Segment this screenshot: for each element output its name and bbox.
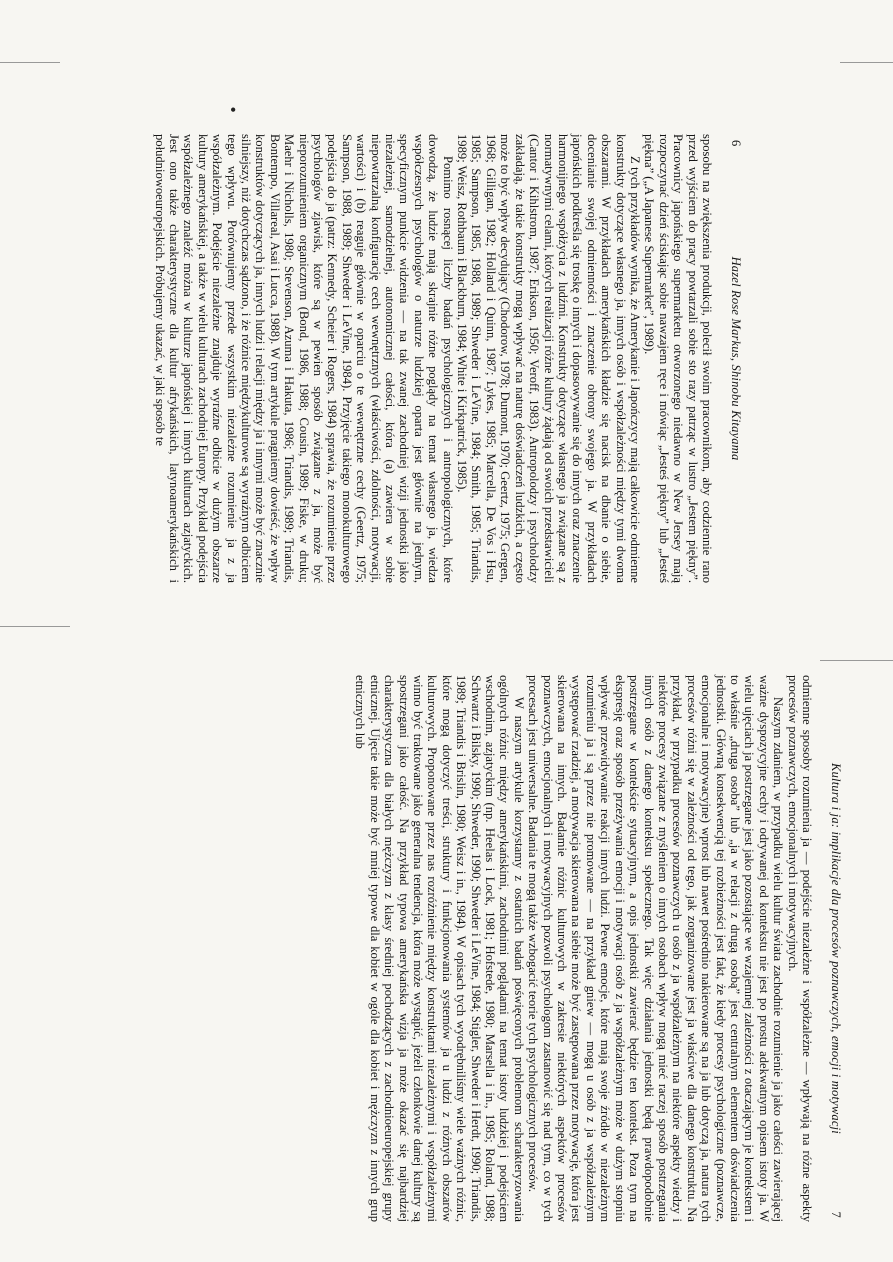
paragraph: Naszym zdaniem, w przypadku wielu kultur świata zachodnie rozumienie ja jako całości zawierającej ważne dyspozycyjne cechy i odrywanej od kontekstu nie jest po prostu adekwatnym opisem istoty ja. W wielu ujęciach ja postrzegane jest jako pozostające we wzajemnej zależności z otaczającym je kontekstem i to właśnie „druga osoba” lub „ja w relacji z drugą osobą” jest centralnym elementem doświadczenia jednostki. Główną konsekwencją tej rozbieżności jest fakt, że kiedy procesy psychologiczne (poznawcze, emocjonalne i motywacyjne) wprost lub nawet pośrednio nakierowane są na ja lub dotyczą ja, natura tych procesów różni się w zależności od tego, jak zorganizowane jest ja właściwe dla danego konstruktu. Na przykład, w przypadku procesów poznawczych u osób z ja współzależnym na niektóre aspekty wiedzy i niektóre procesy związane z myśleniem o innych osobach wpływ mogą mieć raczej sposób postrzegania innych osób z danego kontekstu społecznego. Tak więc działania jednostki będą prawdopodobnie postrzegane w kontekście sytuacyjnym, a opis jednostki zawierać będzie ten kontekst. Poza tym na ekspresję oraz sposób przeżywania emocji i motywacji osób z ja współzależnym może w dużym stopniu wpływać przewidywanie reakcji innych ludzi. Pewne emocje, które mają swoje źródło w niezależnym rozumieniu ja i są przez nie promowane — na przykład gniew — mogą u osób z ja współzależnym występować rzadziej, a motywacja skierowana na siebie może być zastępowana przez motywację, która jest skierowana na innych. Badamie różnic kulturowych w zakresie niektórych aspektów procesów poznawczych, emocjonalnych i motywacyjnych pozwoli psychologom zastanowić się nad tym, co w tych procesach jest uniwersalne. Badania te mogą także wzbogacić teorie tych psychologicznych procesów. xyxy=(526,675,786,1222)
paragraph: Pomimo rosnącej liczby badań psychologicznych i antropologicznych, które dowodzą, że ludzie mają skrajnie różne poglądy na temat własnego ja, wiedza współczesnych psychologów o naturze ludzkiej oparta jest głównie na jednym, specyficznym punkcie widzenia — na tak zwanej zachodniej wizji jednostki jako niezależnej, samodzielnej, autonomicznej całości, która (a) zawiera w sobie niepowtarzalną konfigurację cech wewnętrznych (właściwości, zdolności, motywacji, wartości) i (b) reaguje głównie w oparciu o te wewnętrzne cechy (Geertz, 1975; Sampson, 1988, 1989; Shweder i LeVine, 1984). Przyjęcie takiego monokulturowego podejścia do ja (patrz: Kennedy, Scheier i Rogers, 1984) sprawia, że rozumienie przez psychologów zjawisk, które są w pewien sposób związane z ja, może być nieporozumieniem organicznym (Bond, 1986, 1988; Cousin, 1989; Fiske, w druku; Maehr i Nicholls, 1980; Stevenson, Azuma i Hakuta, 1986; Triandis, 1989; Triandis, Bontempo, Villareal, Asai i Lucca, 1988). W tym artykule pragniemy dowieść, że wpływ konstruktów dotyczących ja, innych ludzi i relacji między ja i innymi może być znacznie silniejszy, niż dotychczas sądzono, i że różnice międzykulturowe są wyraźnym odbiciem tego wpływu. Porównujemy przede wszystkim niezależne rozumienie ja z ja współzależnym. Podejście niezależne znajduje wyraźne odbicie w dużym obszarze kultury amerykańskiej, a także w wielu kulturach zachodniej Europy. Przykład podejścia współzależnego znaleźć można w kulturze japońskiej i innych kulturach azjatyckich. Jest ono także charakterystyczne dla kultur afrykańskich, latynoamerykańskich i południowoeuropejskich. Próbujemy ukazać, w jaki sposób te xyxy=(152,134,455,583)
running-head-authors: Hazel Rose Markus, Shinobu Kitayama xyxy=(729,256,743,461)
running-head-right xyxy=(828,675,843,1222)
right-page xyxy=(0,631,893,1262)
running-head-left xyxy=(728,134,743,583)
page-number-left: 6 xyxy=(729,140,743,147)
page-number-right: 7 xyxy=(829,1211,843,1218)
paragraph: odmienne sposoby rozumienia ja — podejście niezależne i współzależne — wpływają na różne aspekty procesów poznawczych, emocjonalnych i motywacyjnych. xyxy=(785,675,814,1222)
paragraph: W naszym artykule korzystamy z ostatnich badań poświęconych problemom scharakteryzowania ogólnych różnic między amerykańskimi, zachodnimi poglądami na temat istoty ludzkiej i podejściem wschodnim, azjatyckim (np. Heelas i Lock, 1981; Hofstede, 1980; Marsella i in., 1985; Roland, 1988; Schwartz i Bilsky, 1990; Shweder, 1990; Shweder i LeVine, 1984; Stigler, Shweder i Herdt, 1990; Triandis, 1989; Triandis i Brislin, 1980; Weisz i in., 1984). W opisach tych wyodrębniliśmy wiele ważnych różnic, które mogą dotyczyć treści, struktury i funkcjonowania systemów ja u ludzi z różnych obszarów kulturowych. Proponowane przez nas rozróżnienie między konstruktami niezależnymi i współzależnymi winno być traktowane jako generalna tendencja, która może wystąpić, jeżeli członkowie danej kultury są spostrzegani jako całość. Na przykład typowa amerykańska wizja ja może okazać się najbardziej charakterystyczna dla białych mężczyzn z klasy średniej pochodzących z zachodnioeuropejskiej grupy etnicznej. Ujęcie takie może być mniej typowe dla kobiet w ogóle dla kobiet i mężczyzn z innych grup etnicznych lub xyxy=(353,675,526,1222)
paragraph: Z tych przykładów wynika, że Amerykanie i Japończycy mają całkowicie odmienne konstrukty dotyczące własnego ja, innych osób i współzależności między tymi dwoma obszarami. W przykładach amerykańskich kładzie się nacisk na dbanie o siebie, docenianie swojej odmienności i znaczenie obrony swojego ja. W przykładach japońskich podkreśla się troskę o innych i dopasowywanie się do innych oraz znaczenie harmonijnego współżycia z ludźmi. Konstrukty dotyczące własnego ja związane są z normatywnymi celami, których realizacji różne kultury żądają od swoich przedstawicieli (Cantor i Kihlstrom, 1987; Erikson, 1950; Veroff, 1983). Antropolodzy i psycholodzy zakładają, że takie konstrukty mogą wpływać na naturę doświadczeń ludzkich, a często może to być wpływ decydujący (Chodorow, 1978; Dumont, 1970; Geertz, 1975; Gergen, 1968; Gilligan, 1982; Holland i Quinn, 1987; Lykes, 1985; Marcella, De Vos i Hsu, 1985; Sampson, 1985, 1988, 1989; Shweder i LeVine, 1984; Smith, 1985; Triandis, 1989; Weisz, Rothbaum i Blackburn, 1984; White i Kirkpatrick, 1985). xyxy=(455,134,642,583)
stray-ink-mark: • xyxy=(230,100,237,120)
running-head-title: Kultura i ja: implikacje dla procesów poznawczych, emocji i motywacji xyxy=(829,763,843,1134)
paragraph: sposobu na zwiększenia produkcji, polecił swoim pracownikom, aby codziennie rano przed wyjściem do pracy powtarzali sobie sto razy patrząc w lustro „Jestem piękny”. Pracownicy japońskiego supermarketu otworzonego niedawno w New Jersey mają rozpoczynać dzień ściskając sobie nawzajem ręce i mówiąc „Jesteś piękny” lub „Jesteś piękna” („A Japanese Supermarket”, 1989). xyxy=(642,134,714,583)
